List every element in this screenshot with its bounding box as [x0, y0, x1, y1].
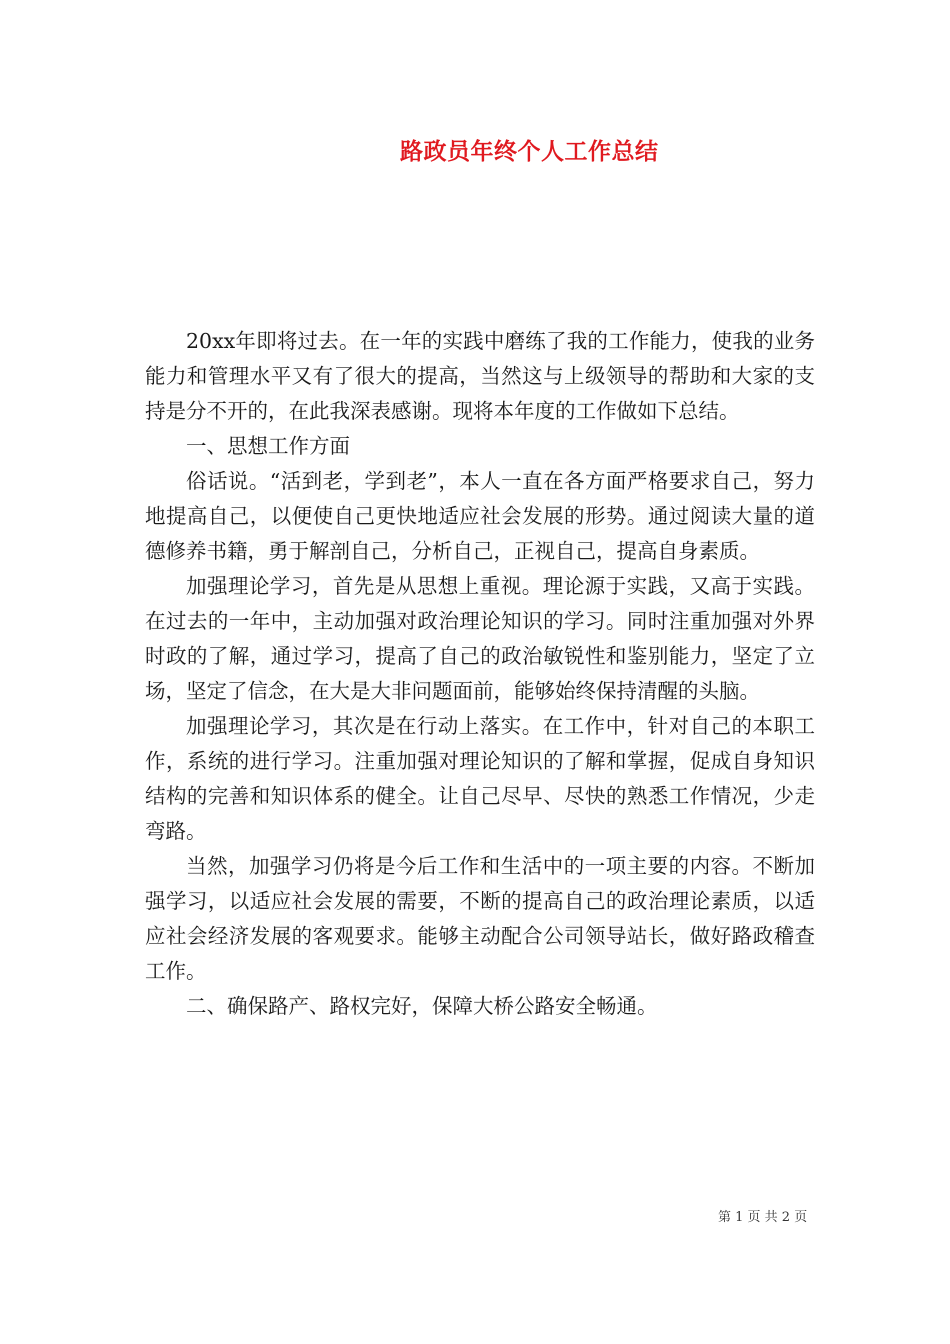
document-title: 路政员年终个人工作总结: [400, 139, 659, 165]
paragraph-intro: 20xx年即将过去。在一年的实践中磨练了我的工作能力，使我的业务能力和管理水平又有了很大的提高，当然这与上级领导的帮助和大家的支持是分不开的，在此我深表感谢。现将本年度的工作做如下总结。: [145, 329, 815, 423]
page-number-footer: 第 1 页 共 2 页: [718, 1210, 808, 1225]
section-heading-road-safety: 二、确保路产、路权完好，保障大桥公路安全畅通。: [186, 994, 658, 1018]
paragraph-theory-study-thought: 加强理论学习，首先是从思想上重视。理论源于实践，又高于实践。在过去的一年中，主动加强对政治理论知识的学习。同时注重加强对外界时政的了解，通过学习，提高了自己的政治敏锐性和鉴别能力，坚定了立场，坚定了信念，在大是大非问题面前，能够始终保持清醒的头脑。: [145, 574, 815, 703]
paragraph-theory-study-action: 加强理论学习，其次是在行动上落实。在工作中，针对自己的本职工作，系统的进行学习。注重加强对理论知识的了解和掌握，促成自身知识结构的完善和知识体系的健全。让自己尽早、尽快的熟悉工作情况，少走弯路。: [145, 714, 815, 843]
paragraph-self-requirement: 俗话说。“活到老，学到老”，本人一直在各方面严格要求自己，努力地提高自己，以便使自己更快地适应社会发展的形势。通过阅读大量的道德修养书籍，勇于解剖自己，分析自己，正视自己，提高自身素质。: [145, 469, 815, 563]
paragraph-continued-study: 当然，加强学习仍将是今后工作和生活中的一项主要的内容。不断加强学习，以适应社会发展的需要，不断的提高自己的政治理论素质，以适应社会经济发展的客观要求。能够主动配合公司领导站长，做好路政稽查工作。: [145, 854, 815, 983]
section-heading-thought-work: 一、思想工作方面: [186, 434, 350, 458]
document-body: [145, 324, 815, 1024]
